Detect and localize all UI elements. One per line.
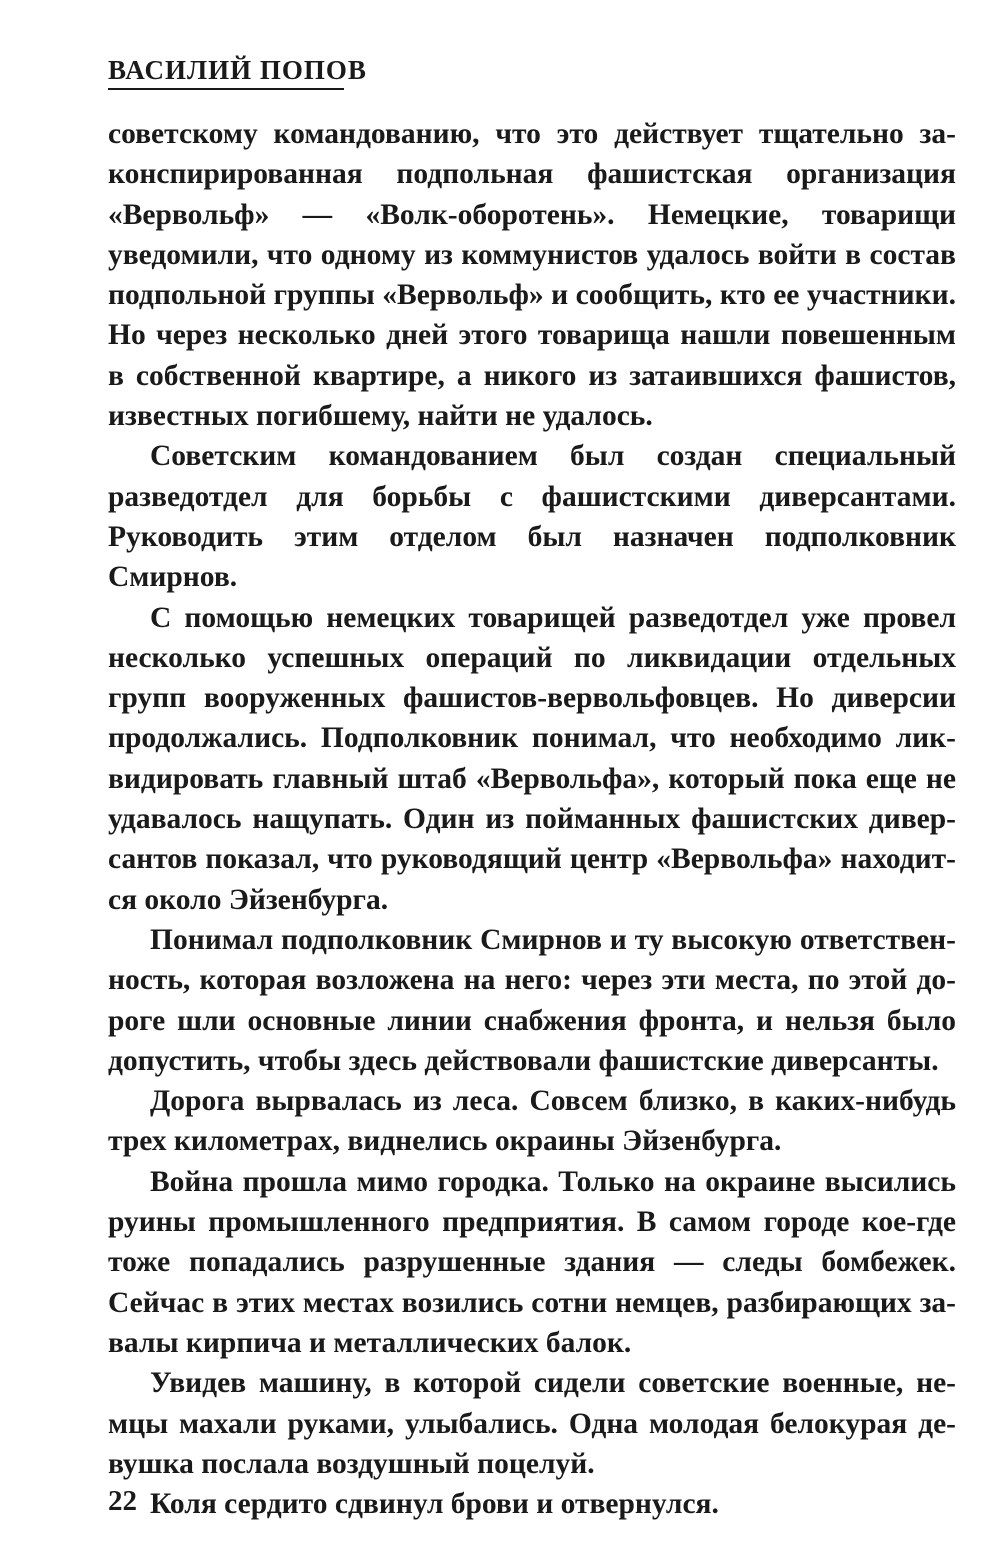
running-header-author: ВАСИЛИЙ ПОПОВ xyxy=(108,55,367,85)
paragraph: Война прошла мимо городка. Только на окраине высились руины промышленного предприятия. В самом городе кое-где тоже попадались разрушенные здания — следы бомбежек. Сейчас в этих местах возились сотни немцев, разбирающих завалы кирпича и металлических балок. xyxy=(108,1165,956,1359)
body-text xyxy=(108,114,956,1524)
paragraph: Дорога вырвалась из леса. Совсем близко, в каких-нибудь трех километрах, виднелись окраины Эйзенбурга. xyxy=(108,1085,956,1158)
page-number: 22 xyxy=(108,1485,137,1517)
header-underline xyxy=(108,88,344,90)
paragraph: С помощью немецких товарищей разведотдел уже провел несколько успешных операций по ликвидации отдельных групп вооруженных фашистов-вервольфовцев. Но диверсии продолжались. Подполковник понимал, что необходимо ликвидировать главный штаб «Вервольфа», который пока еще не удавалось нащупать. Один из пойманных фашистских диверсантов показал, что руководящий центр «Вервольфа» находится около Эйзенбурга. xyxy=(108,601,956,916)
paragraph: Увидев машину, в которой сидели советские военные, немцы махали руками, улыбались. Одна молодая белокурая девушка послала воздушный поцелуй. xyxy=(108,1367,956,1480)
paragraph: Советским командованием был создан специальный разведотдел для борьбы с фашистскими диверсантами. Руководить этим отделом был назначен подполковник Смирнов. xyxy=(108,440,956,594)
paragraph: Коля сердито сдвинул брови и отвернулся. xyxy=(150,1488,719,1521)
paragraph: Понимал подполковник Смирнов и ту высокую ответственность, которая возложена на него: через эти места, по этой дороге шли основные линии снабжения фронта, и нельзя было допустить, чтобы здесь действовали фашистские диверсанты. xyxy=(108,923,956,1077)
paragraph: советскому командованию, что это действует тщательно законспирированная подпольная фашистская организация «Вервольф» — «Волк-оборотень». Немецкие, товарищи уведомили, что одному из коммунистов удалось войти в состав подпольной группы «Вервольф» и сообщить, кто ее участники. Но через несколько дней этого товарища нашли повешенным в собственной квартире, а никого из затаившихся фашистов, известных погибшему, найти не удалось. xyxy=(108,118,956,433)
